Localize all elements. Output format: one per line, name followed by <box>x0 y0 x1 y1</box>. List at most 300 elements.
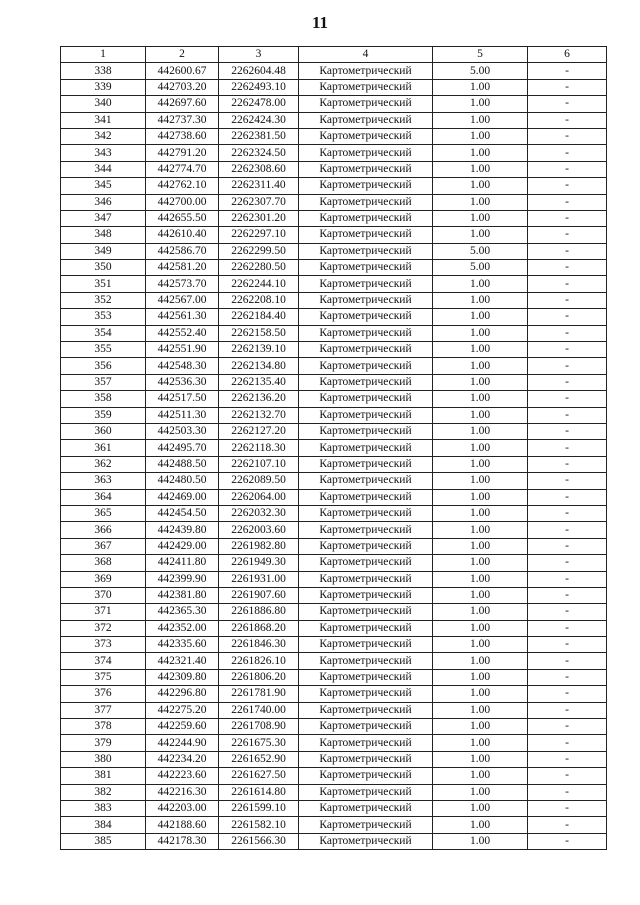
cell-y: 2262064.00 <box>219 489 299 505</box>
cell-y: 2262307.70 <box>219 194 299 210</box>
cell-y: 2261868.20 <box>219 620 299 636</box>
cell-description: - <box>528 604 607 620</box>
cell-y: 2262381.50 <box>219 128 299 144</box>
cell-accuracy: 1.00 <box>433 178 528 194</box>
table-row <box>61 63 607 79</box>
cell-point-number: 342 <box>61 128 146 144</box>
cell-description: - <box>528 227 607 243</box>
cell-y: 2262297.10 <box>219 227 299 243</box>
cell-x: 442223.60 <box>146 768 219 784</box>
cell-y: 2261614.80 <box>219 784 299 800</box>
column-header-point: 1 <box>61 47 146 63</box>
cell-y: 2262158.50 <box>219 325 299 341</box>
table-body <box>61 63 607 850</box>
cell-description: - <box>528 538 607 554</box>
table-row <box>61 194 607 210</box>
cell-accuracy: 1.00 <box>433 571 528 587</box>
cell-point-number: 384 <box>61 817 146 833</box>
table-row <box>61 686 607 702</box>
cell-method: Картометрический <box>299 686 433 702</box>
cell-x: 442399.90 <box>146 571 219 587</box>
cell-description: - <box>528 178 607 194</box>
cell-y: 2261806.20 <box>219 669 299 685</box>
cell-x: 442454.50 <box>146 505 219 521</box>
cell-method: Картометрический <box>299 260 433 276</box>
table-row <box>61 489 607 505</box>
cell-x: 442480.50 <box>146 473 219 489</box>
table-row <box>61 374 607 390</box>
cell-method: Картометрический <box>299 587 433 603</box>
cell-description: - <box>528 735 607 751</box>
cell-y: 2262107.10 <box>219 456 299 472</box>
cell-x: 442335.60 <box>146 637 219 653</box>
cell-method: Картометрический <box>299 505 433 521</box>
cell-method: Картометрический <box>299 719 433 735</box>
cell-y: 2262135.40 <box>219 374 299 390</box>
cell-x: 442511.30 <box>146 407 219 423</box>
coordinates-table <box>60 46 607 850</box>
cell-point-number: 372 <box>61 620 146 636</box>
cell-description: - <box>528 79 607 95</box>
cell-point-number: 369 <box>61 571 146 587</box>
table-row <box>61 751 607 767</box>
cell-point-number: 351 <box>61 276 146 292</box>
cell-description: - <box>528 325 607 341</box>
cell-x: 442762.10 <box>146 178 219 194</box>
cell-description: - <box>528 243 607 259</box>
cell-method: Картометрический <box>299 194 433 210</box>
cell-accuracy: 1.00 <box>433 374 528 390</box>
cell-y: 2262132.70 <box>219 407 299 423</box>
cell-x: 442737.30 <box>146 112 219 128</box>
cell-point-number: 348 <box>61 227 146 243</box>
cell-y: 2262299.50 <box>219 243 299 259</box>
cell-description: - <box>528 260 607 276</box>
cell-point-number: 379 <box>61 735 146 751</box>
cell-y: 2261740.00 <box>219 702 299 718</box>
cell-point-number: 370 <box>61 587 146 603</box>
cell-description: - <box>528 473 607 489</box>
cell-y: 2261931.00 <box>219 571 299 587</box>
table-row <box>61 358 607 374</box>
cell-accuracy: 1.00 <box>433 309 528 325</box>
cell-accuracy: 5.00 <box>433 260 528 276</box>
cell-x: 442429.00 <box>146 538 219 554</box>
cell-point-number: 339 <box>61 79 146 95</box>
cell-accuracy: 5.00 <box>433 63 528 79</box>
cell-point-number: 352 <box>61 292 146 308</box>
cell-description: - <box>528 587 607 603</box>
cell-x: 442259.60 <box>146 719 219 735</box>
cell-accuracy: 1.00 <box>433 161 528 177</box>
cell-x: 442321.40 <box>146 653 219 669</box>
table-row <box>61 276 607 292</box>
table-row <box>61 735 607 751</box>
cell-y: 2261582.10 <box>219 817 299 833</box>
cell-y: 2262003.60 <box>219 522 299 538</box>
cell-accuracy: 1.00 <box>433 784 528 800</box>
cell-method: Картометрический <box>299 768 433 784</box>
cell-point-number: 354 <box>61 325 146 341</box>
cell-y: 2262139.10 <box>219 342 299 358</box>
table-row <box>61 128 607 144</box>
cell-y: 2261675.30 <box>219 735 299 751</box>
table-row <box>61 112 607 128</box>
cell-method: Картометрический <box>299 489 433 505</box>
cell-x: 442573.70 <box>146 276 219 292</box>
cell-x: 442234.20 <box>146 751 219 767</box>
cell-method: Картометрический <box>299 227 433 243</box>
cell-method: Картометрический <box>299 751 433 767</box>
cell-method: Картометрический <box>299 128 433 144</box>
cell-description: - <box>528 374 607 390</box>
cell-point-number: 344 <box>61 161 146 177</box>
cell-accuracy: 1.00 <box>433 112 528 128</box>
cell-point-number: 359 <box>61 407 146 423</box>
cell-method: Картометрический <box>299 79 433 95</box>
cell-x: 442536.30 <box>146 374 219 390</box>
cell-description: - <box>528 505 607 521</box>
cell-y: 2261652.90 <box>219 751 299 767</box>
table-row <box>61 587 607 603</box>
cell-point-number: 343 <box>61 145 146 161</box>
cell-method: Картометрический <box>299 161 433 177</box>
cell-point-number: 358 <box>61 391 146 407</box>
cell-y: 2261982.80 <box>219 538 299 554</box>
cell-point-number: 378 <box>61 719 146 735</box>
cell-description: - <box>528 276 607 292</box>
cell-method: Картометрический <box>299 637 433 653</box>
cell-y: 2262308.60 <box>219 161 299 177</box>
cell-y: 2261907.60 <box>219 587 299 603</box>
cell-method: Картометрический <box>299 210 433 226</box>
cell-y: 2262118.30 <box>219 440 299 456</box>
table-row <box>61 292 607 308</box>
cell-point-number: 367 <box>61 538 146 554</box>
cell-x: 442203.00 <box>146 800 219 816</box>
cell-y: 2262127.20 <box>219 423 299 439</box>
cell-accuracy: 1.00 <box>433 79 528 95</box>
cell-point-number: 364 <box>61 489 146 505</box>
cell-x: 442495.70 <box>146 440 219 456</box>
cell-point-number: 360 <box>61 423 146 439</box>
cell-description: - <box>528 653 607 669</box>
cell-method: Картометрический <box>299 423 433 439</box>
cell-y: 2261781.90 <box>219 686 299 702</box>
cell-accuracy: 1.00 <box>433 473 528 489</box>
table-row <box>61 620 607 636</box>
cell-point-number: 382 <box>61 784 146 800</box>
table-row <box>61 833 607 849</box>
cell-accuracy: 1.00 <box>433 145 528 161</box>
cell-y: 2261566.30 <box>219 833 299 849</box>
cell-description: - <box>528 440 607 456</box>
cell-x: 442551.90 <box>146 342 219 358</box>
cell-method: Картометрический <box>299 522 433 538</box>
cell-description: - <box>528 161 607 177</box>
cell-accuracy: 1.00 <box>433 194 528 210</box>
cell-y: 2262208.10 <box>219 292 299 308</box>
cell-point-number: 362 <box>61 456 146 472</box>
cell-accuracy: 1.00 <box>433 620 528 636</box>
cell-method: Картометрический <box>299 178 433 194</box>
cell-x: 442178.30 <box>146 833 219 849</box>
cell-accuracy: 1.00 <box>433 456 528 472</box>
cell-y: 2262136.20 <box>219 391 299 407</box>
cell-y: 2261886.80 <box>219 604 299 620</box>
cell-description: - <box>528 112 607 128</box>
table-row <box>61 800 607 816</box>
cell-accuracy: 1.00 <box>433 768 528 784</box>
cell-point-number: 338 <box>61 63 146 79</box>
cell-description: - <box>528 768 607 784</box>
cell-method: Картометрический <box>299 325 433 341</box>
cell-accuracy: 1.00 <box>433 227 528 243</box>
cell-method: Картометрический <box>299 735 433 751</box>
cell-point-number: 341 <box>61 112 146 128</box>
cell-accuracy: 1.00 <box>433 702 528 718</box>
cell-accuracy: 1.00 <box>433 96 528 112</box>
cell-method: Картометрический <box>299 456 433 472</box>
cell-description: - <box>528 358 607 374</box>
cell-method: Картометрический <box>299 784 433 800</box>
cell-point-number: 383 <box>61 800 146 816</box>
cell-accuracy: 1.00 <box>433 391 528 407</box>
cell-x: 442296.80 <box>146 686 219 702</box>
cell-description: - <box>528 751 607 767</box>
cell-description: - <box>528 128 607 144</box>
cell-description: - <box>528 423 607 439</box>
cell-x: 442697.60 <box>146 96 219 112</box>
cell-y: 2262032.30 <box>219 505 299 521</box>
cell-y: 2262424.30 <box>219 112 299 128</box>
cell-accuracy: 5.00 <box>433 243 528 259</box>
cell-method: Картометрический <box>299 276 433 292</box>
cell-point-number: 347 <box>61 210 146 226</box>
cell-point-number: 363 <box>61 473 146 489</box>
cell-point-number: 376 <box>61 686 146 702</box>
cell-x: 442791.20 <box>146 145 219 161</box>
cell-description: - <box>528 489 607 505</box>
table-row <box>61 768 607 784</box>
table-row <box>61 161 607 177</box>
cell-point-number: 371 <box>61 604 146 620</box>
cell-y: 2261708.90 <box>219 719 299 735</box>
cell-y: 2262478.00 <box>219 96 299 112</box>
cell-description: - <box>528 555 607 571</box>
table-row <box>61 817 607 833</box>
cell-point-number: 373 <box>61 637 146 653</box>
cell-point-number: 366 <box>61 522 146 538</box>
table-row <box>61 784 607 800</box>
table-row <box>61 342 607 358</box>
cell-accuracy: 1.00 <box>433 407 528 423</box>
cell-x: 442586.70 <box>146 243 219 259</box>
cell-point-number: 355 <box>61 342 146 358</box>
cell-method: Картометрический <box>299 571 433 587</box>
cell-description: - <box>528 571 607 587</box>
cell-point-number: 349 <box>61 243 146 259</box>
cell-point-number: 361 <box>61 440 146 456</box>
table-row <box>61 210 607 226</box>
cell-accuracy: 1.00 <box>433 440 528 456</box>
cell-description: - <box>528 637 607 653</box>
cell-description: - <box>528 391 607 407</box>
cell-description: - <box>528 669 607 685</box>
cell-y: 2262604.48 <box>219 63 299 79</box>
cell-description: - <box>528 309 607 325</box>
cell-accuracy: 1.00 <box>433 669 528 685</box>
cell-y: 2261627.50 <box>219 768 299 784</box>
cell-y: 2262184.40 <box>219 309 299 325</box>
cell-accuracy: 1.00 <box>433 833 528 849</box>
cell-x: 442561.30 <box>146 309 219 325</box>
cell-point-number: 381 <box>61 768 146 784</box>
cell-y: 2262324.50 <box>219 145 299 161</box>
cell-x: 442188.60 <box>146 817 219 833</box>
cell-point-number: 353 <box>61 309 146 325</box>
cell-method: Картометрический <box>299 243 433 259</box>
cell-method: Картометрический <box>299 292 433 308</box>
table-row <box>61 227 607 243</box>
cell-method: Картометрический <box>299 63 433 79</box>
cell-accuracy: 1.00 <box>433 719 528 735</box>
cell-x: 442703.20 <box>146 79 219 95</box>
table-row <box>61 260 607 276</box>
cell-y: 2262280.50 <box>219 260 299 276</box>
cell-accuracy: 1.00 <box>433 342 528 358</box>
table-row <box>61 669 607 685</box>
cell-accuracy: 1.00 <box>433 276 528 292</box>
table-row <box>61 571 607 587</box>
table-row <box>61 145 607 161</box>
cell-y: 2262301.20 <box>219 210 299 226</box>
cell-method: Картометрический <box>299 96 433 112</box>
cell-y: 2261599.10 <box>219 800 299 816</box>
table-row <box>61 538 607 554</box>
cell-point-number: 380 <box>61 751 146 767</box>
cell-method: Картометрический <box>299 145 433 161</box>
cell-x: 442567.00 <box>146 292 219 308</box>
cell-point-number: 385 <box>61 833 146 849</box>
cell-x: 442488.50 <box>146 456 219 472</box>
cell-y: 2261846.30 <box>219 637 299 653</box>
cell-y: 2262311.40 <box>219 178 299 194</box>
column-header-y: 3 <box>219 47 299 63</box>
cell-accuracy: 1.00 <box>433 358 528 374</box>
cell-point-number: 346 <box>61 194 146 210</box>
cell-accuracy: 1.00 <box>433 292 528 308</box>
table-row <box>61 325 607 341</box>
cell-description: - <box>528 817 607 833</box>
cell-accuracy: 1.00 <box>433 604 528 620</box>
cell-method: Картометрический <box>299 309 433 325</box>
table-row <box>61 243 607 259</box>
cell-method: Картометрический <box>299 374 433 390</box>
cell-point-number: 345 <box>61 178 146 194</box>
column-header-description: 6 <box>528 47 607 63</box>
cell-point-number: 350 <box>61 260 146 276</box>
cell-accuracy: 1.00 <box>433 555 528 571</box>
cell-description: - <box>528 686 607 702</box>
cell-x: 442244.90 <box>146 735 219 751</box>
cell-x: 442600.67 <box>146 63 219 79</box>
cell-method: Картометрический <box>299 555 433 571</box>
cell-method: Картометрический <box>299 473 433 489</box>
table-row <box>61 473 607 489</box>
cell-x: 442216.30 <box>146 784 219 800</box>
cell-method: Картометрический <box>299 702 433 718</box>
cell-method: Картометрический <box>299 817 433 833</box>
cell-accuracy: 1.00 <box>433 817 528 833</box>
cell-description: - <box>528 407 607 423</box>
cell-description: - <box>528 719 607 735</box>
cell-point-number: 377 <box>61 702 146 718</box>
table-row <box>61 555 607 571</box>
cell-method: Картометрический <box>299 538 433 554</box>
table-row <box>61 637 607 653</box>
cell-description: - <box>528 145 607 161</box>
cell-y: 2261949.30 <box>219 555 299 571</box>
cell-x: 442365.30 <box>146 604 219 620</box>
table-row <box>61 96 607 112</box>
cell-description: - <box>528 292 607 308</box>
cell-x: 442352.00 <box>146 620 219 636</box>
cell-x: 442738.60 <box>146 128 219 144</box>
table-row <box>61 79 607 95</box>
cell-y: 2262089.50 <box>219 473 299 489</box>
table-row <box>61 309 607 325</box>
cell-description: - <box>528 210 607 226</box>
cell-x: 442469.00 <box>146 489 219 505</box>
cell-y: 2261826.10 <box>219 653 299 669</box>
table-row <box>61 423 607 439</box>
cell-accuracy: 1.00 <box>433 423 528 439</box>
cell-x: 442381.80 <box>146 587 219 603</box>
cell-method: Картометрический <box>299 669 433 685</box>
cell-x: 442503.30 <box>146 423 219 439</box>
table-row <box>61 702 607 718</box>
cell-x: 442774.70 <box>146 161 219 177</box>
cell-method: Картометрический <box>299 112 433 128</box>
cell-x: 442439.80 <box>146 522 219 538</box>
cell-accuracy: 1.00 <box>433 751 528 767</box>
table-row <box>61 178 607 194</box>
cell-method: Картометрический <box>299 800 433 816</box>
cell-x: 442655.50 <box>146 210 219 226</box>
cell-method: Картометрический <box>299 358 433 374</box>
cell-y: 2262134.80 <box>219 358 299 374</box>
cell-description: - <box>528 833 607 849</box>
cell-method: Картометрический <box>299 391 433 407</box>
column-header-x: 2 <box>146 47 219 63</box>
cell-accuracy: 1.00 <box>433 505 528 521</box>
cell-accuracy: 1.00 <box>433 489 528 505</box>
table-row <box>61 719 607 735</box>
cell-x: 442517.50 <box>146 391 219 407</box>
cell-description: - <box>528 620 607 636</box>
cell-x: 442581.20 <box>146 260 219 276</box>
cell-accuracy: 1.00 <box>433 522 528 538</box>
cell-y: 2262493.10 <box>219 79 299 95</box>
cell-description: - <box>528 522 607 538</box>
cell-method: Картометрический <box>299 342 433 358</box>
cell-accuracy: 1.00 <box>433 325 528 341</box>
cell-point-number: 356 <box>61 358 146 374</box>
cell-x: 442700.00 <box>146 194 219 210</box>
cell-point-number: 368 <box>61 555 146 571</box>
cell-description: - <box>528 342 607 358</box>
